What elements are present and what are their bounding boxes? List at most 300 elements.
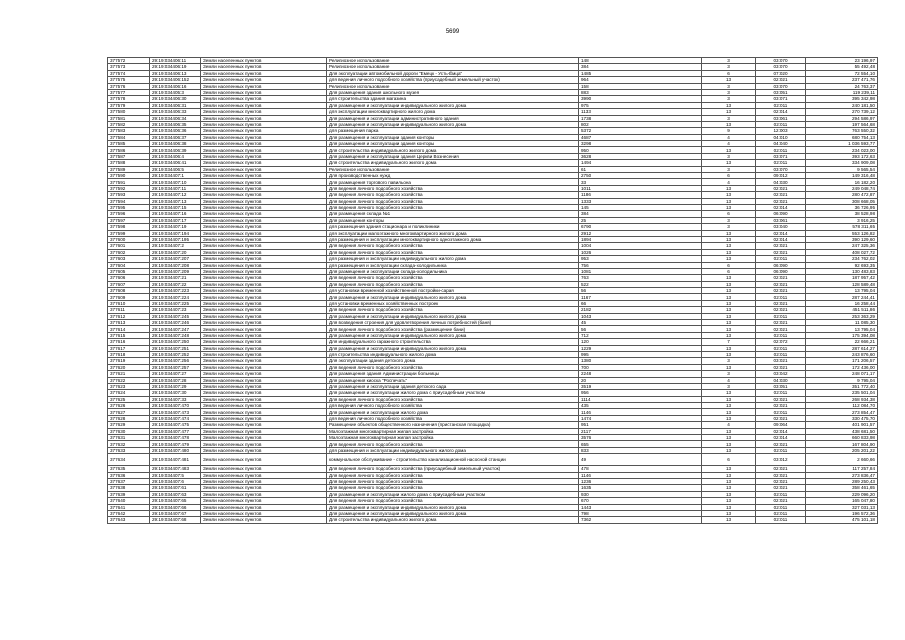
row-number-cell: 377618 xyxy=(108,351,150,357)
cadastral-value-cell: 451 511,86 xyxy=(806,307,878,313)
cadastral-number-cell: 29:19:034406:152 xyxy=(150,77,201,83)
cadastral-value-cell: 149 316,48 xyxy=(806,173,878,179)
permitted-use-cell: Для строительства индивидуального жилого дома xyxy=(327,517,579,523)
land-category-cell: Земли населенных пунктов xyxy=(201,160,327,166)
row-number-cell: 377636 xyxy=(108,472,150,478)
area-cell: 1081 xyxy=(579,268,702,274)
table-row xyxy=(108,517,878,523)
row-number-cell: 377602 xyxy=(108,249,150,255)
land-category-cell: Земли населенных пунктов xyxy=(201,77,327,83)
permitted-use-cell: Для ведения личного подсобного хозяйства xyxy=(327,249,579,255)
area-cell: 883 xyxy=(579,89,702,95)
permitted-use-cell: Для размещения склада №1 xyxy=(327,211,579,217)
row-number-cell: 377622 xyxy=(108,377,150,383)
cadastral-number-cell: 29:19:034406:37 xyxy=(150,134,201,140)
land-category-cell: Земли населенных пунктов xyxy=(201,403,327,409)
permitted-use-cell: Для ведения личного подсобного хозяйства xyxy=(327,485,579,491)
use-code-cell: 02:011 xyxy=(756,510,806,516)
zone-cell: 13 xyxy=(702,415,756,421)
land-category-cell: Земли населенных пунктов xyxy=(201,204,327,210)
row-number-cell: 377599 xyxy=(108,230,150,236)
cadastral-value-cell: 395 342,98 xyxy=(806,96,878,102)
zone-cell: 13 xyxy=(702,281,756,287)
permitted-use-cell: для ведения личного подсобного хозяйства xyxy=(327,415,579,421)
row-number-cell: 377614 xyxy=(108,326,150,332)
zone-cell: 3 xyxy=(702,383,756,389)
area-cell: 950 xyxy=(579,147,702,153)
land-category-cell: Земли населенных пунктов xyxy=(201,441,327,447)
area-cell: 20 xyxy=(579,377,702,383)
cadastral-number-cell: 29:19:034406:38 xyxy=(150,141,201,147)
row-number-cell: 377591 xyxy=(108,179,150,185)
cadastral-number-cell: 29:19:034407:33 xyxy=(150,396,201,402)
area-cell: 1635 xyxy=(579,485,702,491)
row-number-cell: 377630 xyxy=(108,428,150,434)
permitted-use-cell: Для ведения личного подсобного хозяйства xyxy=(327,243,579,249)
row-number-cell: 377631 xyxy=(108,435,150,441)
row-number-cell: 377635 xyxy=(108,466,150,472)
zone-cell: 13 xyxy=(702,364,756,370)
row-number-cell: 377592 xyxy=(108,185,150,191)
permitted-use-cell: для строительства здания магазина xyxy=(327,96,579,102)
use-code-cell: 03:070 xyxy=(756,83,806,89)
land-category-cell: Земли населенных пунктов xyxy=(201,198,327,204)
use-code-cell: 02:021 xyxy=(756,364,806,370)
row-number-cell: 377612 xyxy=(108,313,150,319)
zone-cell: 6 xyxy=(702,268,756,274)
cadastral-value-cell: 763 550,32 xyxy=(806,128,878,134)
use-code-cell: 03:061 xyxy=(756,115,806,121)
row-number-cell: 377596 xyxy=(108,211,150,217)
area-cell: 56 xyxy=(579,288,702,294)
use-code-cell: 02:021 xyxy=(756,185,806,191)
use-code-cell: 02:021 xyxy=(756,466,806,472)
area-cell: 158 xyxy=(579,83,702,89)
land-category-cell: Земли населенных пунктов xyxy=(201,83,327,89)
use-code-cell: 02:021 xyxy=(756,281,806,287)
use-code-cell: 02:021 xyxy=(756,485,806,491)
cadastral-value-cell: 119 239,11 xyxy=(806,89,878,95)
permitted-use-cell: Для размещения и эксплуатации индивидуального жилого дома xyxy=(327,510,579,516)
cadastral-value-cell: 196 572,36 xyxy=(806,510,878,516)
row-number-cell: 377598 xyxy=(108,224,150,230)
use-code-cell: 02:014 xyxy=(756,230,806,236)
row-number-cell: 377595 xyxy=(108,204,150,210)
cadastral-value-cell: 273 854,47 xyxy=(806,409,878,415)
cadastral-value-cell: 9 565,54 xyxy=(806,166,878,172)
land-category-cell: Земли населенных пунктов xyxy=(201,211,327,217)
use-code-cell: 04:040 xyxy=(756,141,806,147)
cadastral-value-cell: 475 101,18 xyxy=(806,517,878,523)
row-number-cell: 377619 xyxy=(108,358,150,364)
cadastral-value-cell: 660 833,98 xyxy=(806,435,878,441)
cadastral-value-cell: 22 666,21 xyxy=(806,339,878,345)
row-number-cell: 377610 xyxy=(108,300,150,306)
zone-cell: 13 xyxy=(702,230,756,236)
use-code-cell: 02:011 xyxy=(756,491,806,497)
area-cell: 1114 xyxy=(579,396,702,402)
land-category-cell: Земли населенных пунктов xyxy=(201,351,327,357)
permitted-use-cell: Для ведения личного подсобного хозяйства xyxy=(327,441,579,447)
cadastral-value-cell: 23 196,97 xyxy=(806,58,878,64)
row-number-cell: 377629 xyxy=(108,422,150,428)
use-code-cell: 02:011 xyxy=(756,390,806,396)
area-cell: 964 xyxy=(579,77,702,83)
zone-cell: 13 xyxy=(702,504,756,510)
land-category-cell: Земли населенных пунктов xyxy=(201,339,327,345)
zone-cell: 13 xyxy=(702,435,756,441)
land-category-cell: Земли населенных пунктов xyxy=(201,517,327,523)
area-cell: 1043 xyxy=(579,313,702,319)
use-code-cell: 02:011 xyxy=(756,102,806,108)
cadastral-number-cell: 29:19:034406:34 xyxy=(150,115,201,121)
use-code-cell: 02:011 xyxy=(756,351,806,357)
land-category-cell: Земли населенных пунктов xyxy=(201,294,327,300)
zone-cell: 6 xyxy=(702,173,756,179)
zone-cell: 3 xyxy=(702,89,756,95)
cadastral-number-cell: 29:19:034407:21 xyxy=(150,275,201,281)
area-cell: 384 xyxy=(579,211,702,217)
permitted-use-cell: для размещения и эксплуатации склада-холодильника xyxy=(327,262,579,268)
land-category-cell: Земли населенных пунктов xyxy=(201,185,327,191)
cadastral-value-cell: 253 363,29 xyxy=(806,313,878,319)
cadastral-number-cell: 29:19:034407:479 xyxy=(150,441,201,447)
land-category-cell: Земли населенных пунктов xyxy=(201,262,327,268)
cadastral-number-cell: 29:19:034407:61 xyxy=(150,485,201,491)
area-cell: 478 xyxy=(579,466,702,472)
zone-cell: 3 xyxy=(702,153,756,159)
cadastral-value-cell: 401 901,57 xyxy=(806,422,878,428)
row-number-cell: 377643 xyxy=(108,517,150,523)
use-code-cell: 02:014 xyxy=(756,435,806,441)
use-code-cell: 02:011 xyxy=(756,294,806,300)
cadastral-value-cell: 237 471,76 xyxy=(806,77,878,83)
land-category-cell: Земли населенных пунктов xyxy=(201,307,327,313)
area-cell: 49 xyxy=(579,454,702,466)
row-number-cell: 377642 xyxy=(108,510,150,516)
land-category-cell: Земли населенных пунктов xyxy=(201,96,327,102)
area-cell: 384 xyxy=(579,64,702,70)
cadastral-value-cell: 229 096,20 xyxy=(806,491,878,497)
area-cell: 1133 xyxy=(579,109,702,115)
cadastral-number-cell: 29:19:034407:257 xyxy=(150,364,201,370)
cadastral-value-cell: 390 129,60 xyxy=(806,236,878,242)
area-cell: 956 xyxy=(579,390,702,396)
row-number-cell: 377589 xyxy=(108,166,150,172)
land-category-cell: Земли населенных пунктов xyxy=(201,224,327,230)
use-code-cell: 03:070 xyxy=(756,166,806,172)
zone-cell: 13 xyxy=(702,236,756,242)
row-number-cell: 377620 xyxy=(108,364,150,370)
use-code-cell: 02:014 xyxy=(756,236,806,242)
cadastral-value-cell: 1 036 593,77 xyxy=(806,141,878,147)
land-category-cell: Земли населенных пунктов xyxy=(201,166,327,172)
area-cell: 3298 xyxy=(579,141,702,147)
permitted-use-cell: Для размещения и эксплуатации индивидуального жилого дома xyxy=(327,313,579,319)
area-cell: 3576 xyxy=(579,435,702,441)
permitted-use-cell: Для ведения личного подсобного хозяйства (размещение бани) xyxy=(327,326,579,332)
cadastral-value-cell: 13 795,04 xyxy=(806,326,878,332)
use-code-cell: 06:090 xyxy=(756,211,806,217)
cadastral-value-table xyxy=(107,57,878,524)
use-code-cell: 02:011 xyxy=(756,504,806,510)
cadastral-number-cell: 29:19:034407:66 xyxy=(150,504,201,510)
use-code-cell: 03:042 xyxy=(756,371,806,377)
cadastral-number-cell: 29:19:034407:13 xyxy=(150,198,201,204)
use-code-cell: 02:021 xyxy=(756,472,806,478)
row-number-cell: 377616 xyxy=(108,339,150,345)
use-code-cell: 04:030 xyxy=(756,377,806,383)
cadastral-number-cell: 29:19:034407:245 xyxy=(150,313,201,319)
use-code-cell: 09:012 xyxy=(756,173,806,179)
permitted-use-cell: Малоэтажная многоквартирная жилая застройка xyxy=(327,428,579,434)
cadastral-number-cell: 29:19:034407:10 xyxy=(150,179,201,185)
cadastral-value-cell: 234 762,02 xyxy=(806,256,878,262)
cadastral-number-cell: 29:19:034407:209 xyxy=(150,268,201,274)
zone-cell: 6 xyxy=(702,262,756,268)
permitted-use-cell: Для ведения личного подсобного хозяйства xyxy=(327,185,579,191)
cadastral-value-cell: 234 023,00 xyxy=(806,147,878,153)
cadastral-number-cell: 29:19:034407:22 xyxy=(150,281,201,287)
land-category-cell: Земли населенных пунктов xyxy=(201,422,327,428)
area-cell: 995 xyxy=(579,351,702,357)
use-code-cell: 09:064 xyxy=(756,422,806,428)
zone-cell: 13 xyxy=(702,491,756,497)
cadastral-value-cell: 36 726,95 xyxy=(806,204,878,210)
zone-cell: 3 xyxy=(702,166,756,172)
row-number-cell: 377580 xyxy=(108,109,150,115)
land-category-cell: Земли населенных пунктов xyxy=(201,134,327,140)
use-code-cell: 02:021 xyxy=(756,307,806,313)
row-number-cell: 377609 xyxy=(108,294,150,300)
use-code-cell: 02:072 xyxy=(756,339,806,345)
cadastral-value-cell: 680 754,13 xyxy=(806,134,878,140)
cadastral-number-cell: 29:19:034407:248 xyxy=(150,332,201,338)
row-number-cell: 377625 xyxy=(108,396,150,402)
use-code-cell: 02:011 xyxy=(756,147,806,153)
area-cell: 655 xyxy=(579,441,702,447)
cadastral-number-cell: 29:19:034407:17 xyxy=(150,217,201,223)
area-cell: 522 xyxy=(579,281,702,287)
cadastral-number-cell: 29:19:034407:1 xyxy=(150,173,201,179)
permitted-use-cell: Для ведения личного подсобного хозяйства xyxy=(327,307,579,313)
land-category-cell: Земли населенных пунктов xyxy=(201,249,327,255)
cadastral-number-cell: 29:19:034406:31 xyxy=(150,102,201,108)
use-code-cell: 04:030 xyxy=(756,179,806,185)
permitted-use-cell: Для возведения строения для удовлетворения личных потребностей (баня) xyxy=(327,320,579,326)
row-number-cell: 377588 xyxy=(108,160,150,166)
row-number-cell: 377623 xyxy=(108,383,150,389)
cadastral-value-cell: 72 554,10 xyxy=(806,70,878,76)
area-cell: 145 xyxy=(579,204,702,210)
permitted-use-cell: Малоэтажная многоквартирная жилая застройка xyxy=(327,435,579,441)
permitted-use-cell: Для размещения и эксплуатации жилого дома xyxy=(327,409,579,415)
permitted-use-cell: для эксплуатации многоквартирного жилого дома xyxy=(327,109,579,115)
land-category-cell: Земли населенных пунктов xyxy=(201,121,327,127)
row-number-cell: 377577 xyxy=(108,89,150,95)
row-number-cell: 377584 xyxy=(108,134,150,140)
land-category-cell: Земли населенных пунктов xyxy=(201,58,327,64)
land-category-cell: Земли населенных пунктов xyxy=(201,479,327,485)
zone-cell: 13 xyxy=(702,345,756,351)
permitted-use-cell: Для размещения и эксплуатации индивидуального жилого дома xyxy=(327,332,579,338)
permitted-use-cell: для установки временных хозяйственных построек xyxy=(327,300,579,306)
cadastral-value-cell: 2 660,66 xyxy=(806,454,878,466)
use-code-cell: 02:021 xyxy=(756,403,806,409)
land-category-cell: Земли населенных пунктов xyxy=(201,236,327,242)
row-number-cell: 377639 xyxy=(108,491,150,497)
permitted-use-cell: Для индивидуального гаражного строительства xyxy=(327,339,579,345)
land-category-cell: Земли населенных пунктов xyxy=(201,364,327,370)
row-number-cell: 377637 xyxy=(108,479,150,485)
zone-cell: 13 xyxy=(702,160,756,166)
cadastral-value-cell: 55 492,48 xyxy=(806,64,878,70)
row-number-cell: 377578 xyxy=(108,96,150,102)
area-cell: 4687 xyxy=(579,134,702,140)
land-category-cell: Земли населенных пунктов xyxy=(201,109,327,115)
area-cell: 1380 xyxy=(579,358,702,364)
cadastral-value-cell: 24 763,37 xyxy=(806,83,878,89)
area-cell: 120 xyxy=(579,339,702,345)
use-code-cell: 02:014 xyxy=(756,428,806,434)
zone-cell: 13 xyxy=(702,396,756,402)
cadastral-value-cell: 248 071,17 xyxy=(806,371,878,377)
cadastral-value-cell: 280 472,87 xyxy=(806,192,878,198)
land-category-cell: Земли населенных пунктов xyxy=(201,268,327,274)
zone-cell: 13 xyxy=(702,409,756,415)
permitted-use-cell: Для размещения и эксплуатации жилого дома с приусадебным участком xyxy=(327,390,579,396)
area-cell: 1167 xyxy=(579,294,702,300)
use-code-cell: 02:021 xyxy=(756,326,806,332)
row-number-cell: 377627 xyxy=(108,409,150,415)
cadastral-value-cell: 130 483,83 xyxy=(806,268,878,274)
cadastral-value-cell: 408 027,72 xyxy=(806,249,878,255)
cadastral-number-cell: 29:19:034407:20 xyxy=(150,249,201,255)
row-number-cell: 377632 xyxy=(108,441,150,447)
cadastral-number-cell: 29:19:034407:473 xyxy=(150,409,201,415)
permitted-use-cell: для размещения парка xyxy=(327,128,579,134)
permitted-use-cell: Для ведения личного подсобного хозяйства xyxy=(327,479,579,485)
cadastral-number-cell: 29:19:034407:16 xyxy=(150,211,201,217)
cadastral-number-cell: 29:19:034406:39 xyxy=(150,147,201,153)
permitted-use-cell: Для эксплуатации автомобильной дороги "Емецк - Усть-Ёмца" xyxy=(327,70,579,76)
row-number-cell: 377575 xyxy=(108,77,150,83)
land-category-cell: Земли населенных пунктов xyxy=(201,217,327,223)
cadastral-number-cell: 29:19:034407:251 xyxy=(150,345,201,351)
area-cell: 798 xyxy=(579,510,702,516)
use-code-cell: 02:021 xyxy=(756,275,806,281)
row-number-cell: 377626 xyxy=(108,403,150,409)
row-number-cell: 377597 xyxy=(108,217,150,223)
row-number-cell: 377604 xyxy=(108,262,150,268)
cadastral-number-cell: 29:19:034407:250 xyxy=(150,339,201,345)
cadastral-value-cell: 9 795,04 xyxy=(806,377,878,383)
cadastral-value-cell: 578 311,65 xyxy=(806,224,878,230)
cadastral-number-cell: 29:19:034407:30 xyxy=(150,390,201,396)
cadastral-value-cell: 167 804,90 xyxy=(806,441,878,447)
cadastral-number-cell: 29:19:034407:223 xyxy=(150,288,201,294)
permitted-use-cell: для размещения и эксплуатации индивидуального жилого дома xyxy=(327,447,579,453)
use-code-cell: 02:021 xyxy=(756,192,806,198)
land-category-cell: Земли населенных пунктов xyxy=(201,428,327,434)
cadastral-number-cell: 29:19:034407:19 xyxy=(150,224,201,230)
zone-cell: 6 xyxy=(702,454,756,466)
area-cell: 1738 xyxy=(579,115,702,121)
cadastral-value-cell: 38 528,98 xyxy=(806,211,878,217)
permitted-use-cell: Религиозное использование xyxy=(327,83,579,89)
zone-cell: 3 xyxy=(702,96,756,102)
zone-cell: 13 xyxy=(702,466,756,472)
area-cell: 1026 xyxy=(579,249,702,255)
cadastral-value-cell: 128 589,48 xyxy=(806,281,878,287)
area-cell: 1443 xyxy=(579,504,702,510)
cadastral-value-cell: 187 957,42 xyxy=(806,275,878,281)
area-cell: 2912 xyxy=(579,230,702,236)
zone-cell: 13 xyxy=(702,147,756,153)
area-cell: 1474 xyxy=(579,415,702,421)
permitted-use-cell: Для размещения торгового павильона xyxy=(327,179,579,185)
row-number-cell: 377607 xyxy=(108,281,150,287)
land-category-cell: Земли населенных пунктов xyxy=(201,243,327,249)
area-cell: 3628 xyxy=(579,153,702,159)
cadastral-number-cell: 29:19:034407:470 xyxy=(150,403,201,409)
row-number-cell: 377617 xyxy=(108,345,150,351)
land-category-cell: Земли населенных пунктов xyxy=(201,275,327,281)
permitted-use-cell: для размещения и эксплуатации индивидуального жилого дома xyxy=(327,256,579,262)
zone-cell: 13 xyxy=(702,243,756,249)
area-cell: 951 xyxy=(579,422,702,428)
permitted-use-cell: Для размещения и эксплуатации индивидуального жилого дома xyxy=(327,504,579,510)
area-cell: 3990 xyxy=(579,96,702,102)
use-code-cell: 02:021 xyxy=(756,479,806,485)
row-number-cell: 377573 xyxy=(108,64,150,70)
land-category-cell: Земли населенных пунктов xyxy=(201,396,327,402)
zone-cell: 13 xyxy=(702,77,756,83)
use-code-cell: 02:011 xyxy=(756,517,806,523)
land-category-cell: Земли населенных пунктов xyxy=(201,70,327,76)
land-category-cell: Земли населенных пунктов xyxy=(201,491,327,497)
cadastral-value-cell: 165 047,80 xyxy=(806,498,878,504)
cadastral-number-cell: 29:19:034407:194 xyxy=(150,230,201,236)
land-category-cell: Земли населенных пунктов xyxy=(201,485,327,491)
row-number-cell: 377606 xyxy=(108,275,150,281)
use-code-cell: 07:020 xyxy=(756,70,806,76)
row-number-cell: 377579 xyxy=(108,102,150,108)
cadastral-value-cell: 11 085,30 xyxy=(806,320,878,326)
permitted-use-cell: для ведения личного подсобного хозяйства xyxy=(327,403,579,409)
land-category-cell: Земли населенных пунктов xyxy=(201,454,327,466)
land-category-cell: Земли населенных пунктов xyxy=(201,383,327,389)
cadastral-value-cell: 3 916,25 xyxy=(806,217,878,223)
use-code-cell: 02:011 xyxy=(756,313,806,319)
area-cell: 1146 xyxy=(579,409,702,415)
permitted-use-cell: Для размещения и эксплуатации индивидуального жилого дома xyxy=(327,294,579,300)
row-number-cell: 377634 xyxy=(108,454,150,466)
use-code-cell: 02:011 xyxy=(756,332,806,338)
area-cell: 45 xyxy=(579,320,702,326)
permitted-use-cell: Для ведения личного подсобного хозяйства xyxy=(327,192,579,198)
cadastral-number-cell: 29:19:034407:65 xyxy=(150,498,201,504)
cadastral-number-cell: 29:19:034406:13 xyxy=(150,70,201,76)
zone-cell: 4 xyxy=(702,377,756,383)
land-category-cell: Земли населенных пунктов xyxy=(201,320,327,326)
cadastral-number-cell: 29:19:034406:11 xyxy=(150,58,201,64)
area-cell: 1236 xyxy=(579,479,702,485)
permitted-use-cell: Для строительства индивидуального жилого дома xyxy=(327,147,579,153)
use-code-cell: 02:021 xyxy=(756,243,806,249)
use-code-cell: 03:070 xyxy=(756,58,806,64)
use-code-cell: 02:021 xyxy=(756,77,806,83)
